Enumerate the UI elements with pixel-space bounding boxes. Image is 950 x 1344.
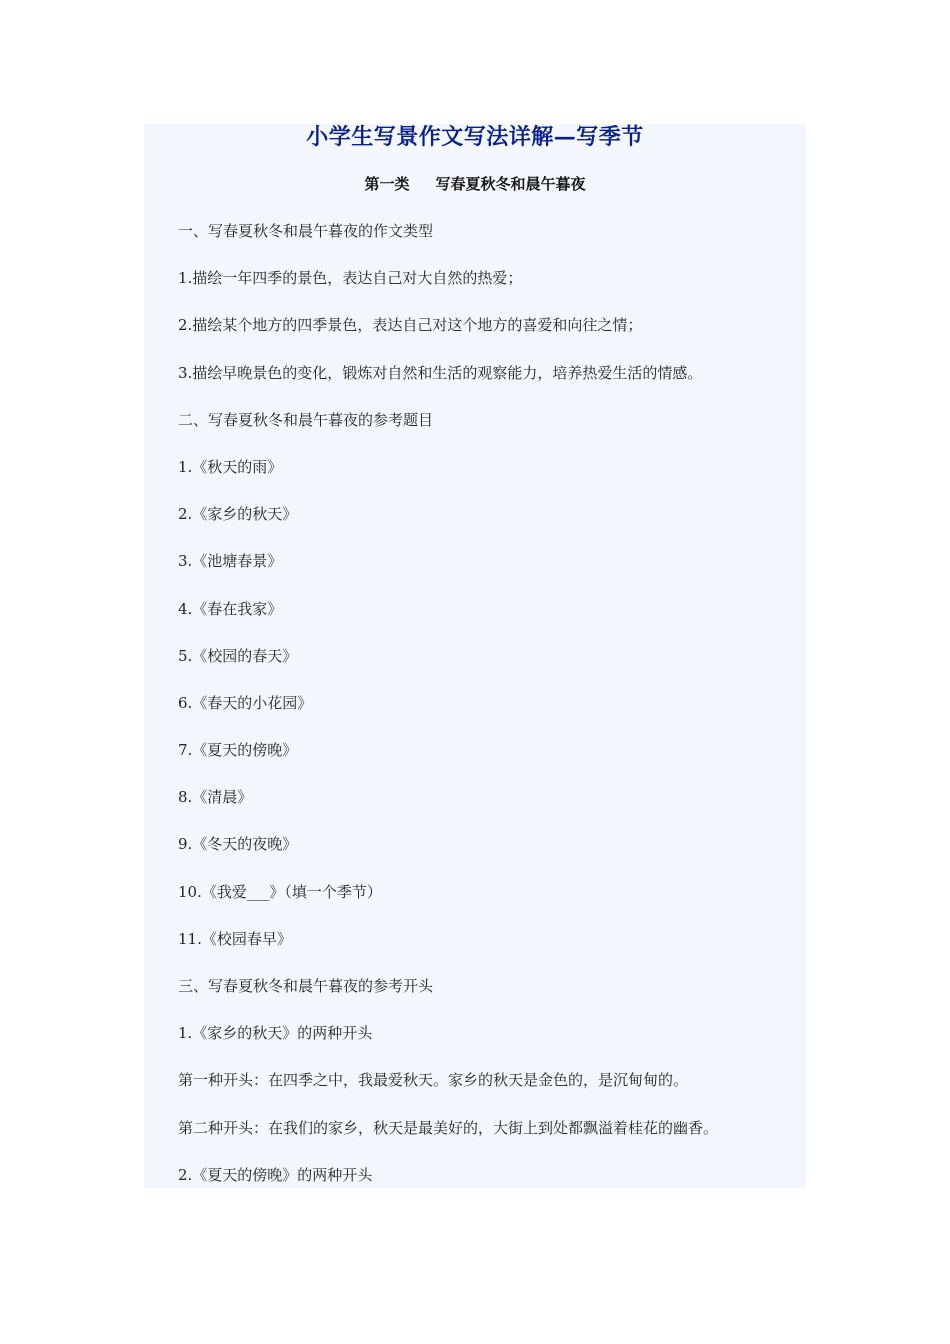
- section-header: 三、写春夏秋冬和晨午暮夜的参考开头: [178, 977, 434, 995]
- section-heading: 第一类 写春夏秋冬和晨午暮夜: [364, 175, 586, 193]
- list-item: 10.《我爱___》（填一个季节）: [178, 882, 382, 901]
- list-item: 9.《冬天的夜晚》: [178, 835, 298, 854]
- content-lines: [178, 219, 798, 1210]
- list-item: 1.描绘一年四季的景色，表达自己对大自然的热爱；: [178, 269, 523, 288]
- list-item: 2.《夏天的傍晚》的两种开头: [178, 1165, 373, 1184]
- section-header: 二、写春夏秋冬和晨午暮夜的参考题目: [178, 410, 434, 429]
- list-item: 8.《清晨》: [178, 788, 253, 807]
- list-item: 6.《春天的小花园》: [178, 693, 313, 712]
- paragraph: 第一种开头：在四季之中，我最爱秋天。家乡的秋天是金色的，是沉甸甸的。: [178, 1071, 689, 1090]
- list-item: 2.《家乡的秋天》: [178, 505, 298, 524]
- list-item: 1.《家乡的秋天》的两种开头: [178, 1024, 373, 1043]
- list-item: 2.描绘某个地方的四季景色，表达自己对这个地方的喜爱和向往之情；: [178, 316, 643, 335]
- list-item: 3.《池塘春景》: [178, 552, 283, 571]
- paragraph: 第二种开头：在我们的家乡，秋天是最美好的，大街上到处都飘溢着桂花的幽香。: [178, 1118, 719, 1137]
- list-item: 7.《夏天的傍晚》: [178, 741, 298, 760]
- document-title: 小学生写景作文写法详解—写季节: [306, 124, 644, 150]
- list-item: 3.描绘早晚景色的变化，锻炼对自然和生活的观察能力，培养热爱生活的情感。: [178, 363, 703, 382]
- list-item: 1.《秋天的雨》: [178, 457, 283, 476]
- list-item: 4.《春在我家》: [178, 599, 283, 618]
- list-item: 5.《校园的春天》: [178, 646, 298, 665]
- section-header: 一、写春夏秋冬和晨午暮夜的作文类型: [178, 222, 434, 240]
- list-item: 11.《校园春早》: [178, 929, 292, 948]
